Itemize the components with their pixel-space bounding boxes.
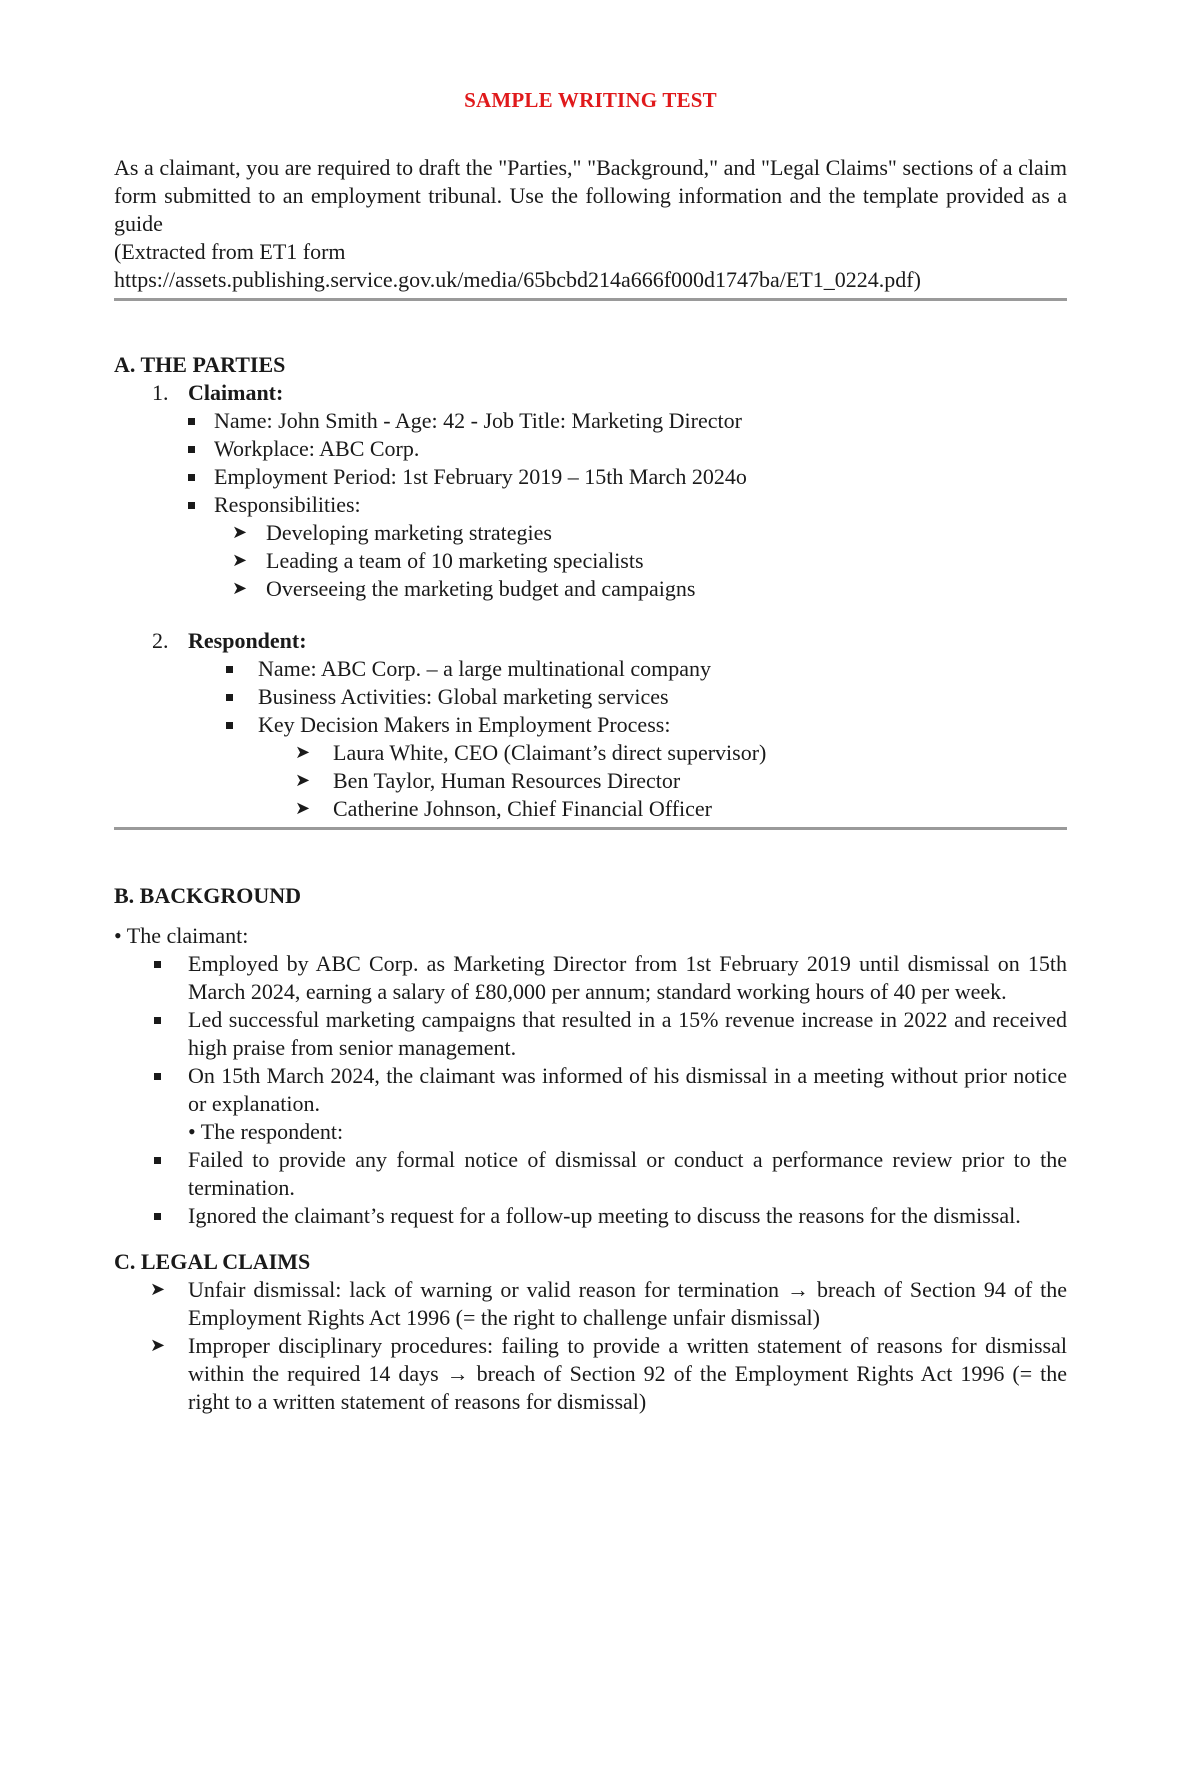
square-bullet-icon	[154, 961, 161, 968]
page-title: SAMPLE WRITING TEST	[464, 88, 717, 112]
respondent-number: 2.	[152, 628, 169, 653]
list-item: Failed to provide any formal notice of dismissal or conduct a performance review prior to the termination.	[114, 1146, 1067, 1202]
legal-claims-list	[114, 1276, 1067, 1416]
respondent-label: Respondent:	[188, 628, 307, 653]
square-bullet-icon	[226, 694, 233, 701]
list-item: ➤ Ben Taylor, Human Resources Director	[295, 768, 681, 793]
arrowhead-bullet-icon: ➤	[232, 578, 248, 599]
square-bullet-icon	[154, 1017, 161, 1024]
arrowhead-bullet-icon: ➤	[150, 1279, 166, 1300]
arrowhead-bullet-icon: ➤	[295, 770, 311, 791]
intro-block	[114, 154, 1067, 294]
arrowhead-bullet-icon: ➤	[295, 798, 311, 819]
square-bullet-icon	[154, 1073, 161, 1080]
arrowhead-bullet-icon: ➤	[232, 550, 248, 571]
list-item: Led successful marketing campaigns that resulted in a 15% revenue increase in 2022 and received high praise from senior management.	[114, 1006, 1067, 1062]
section-b-heading: B. BACKGROUND	[114, 883, 302, 908]
arrowhead-bullet-icon: ➤	[295, 742, 311, 763]
square-bullet-icon	[226, 666, 233, 673]
square-bullet-icon	[188, 474, 195, 481]
list-item: ➤ Improper disciplinary procedures: failing to provide a written statement of reasons for dismissal within the required 14 days → breach of Section 92 of the Employment Rights Act 1996 (= the right to a written statement of reasons for dismissal)	[150, 1333, 1067, 1414]
square-bullet-icon	[188, 502, 195, 509]
list-item: Business Activities: Global marketing services	[114, 683, 1067, 711]
responsibilities-list	[188, 519, 1067, 603]
section-c-heading: C. LEGAL CLAIMS	[114, 1249, 311, 1274]
background-list	[114, 950, 1067, 1230]
respondent-details	[188, 655, 1067, 739]
parties-list	[114, 379, 1067, 823]
list-item: ➤ Unfair dismissal: lack of warning or valid reason for termination → breach of Section 94 of the Employment Rights Act 1996 (= the right to challenge unfair dismissal)	[150, 1277, 1067, 1330]
list-item: Name: ABC Corp. – a large multinational company	[114, 655, 1067, 683]
list-item: Workplace: ABC Corp.	[114, 435, 1067, 463]
square-bullet-icon	[226, 722, 233, 729]
source-label: (Extracted from ET1 form	[114, 239, 346, 264]
respondent-entry	[114, 627, 1067, 823]
section-divider	[114, 298, 1067, 301]
section-a-heading: A. THE PARTIES	[114, 352, 286, 377]
respondent-intro: • The respondent:	[188, 1119, 344, 1144]
arrowhead-bullet-icon: ➤	[232, 522, 248, 543]
document-page	[0, 86, 1200, 1782]
claimant-entry	[114, 379, 1067, 603]
list-item: ➤ Overseeing the marketing budget and campaigns	[232, 576, 696, 601]
list-item: Employed by ABC Corp. as Marketing Director from 1st February 2019 until dismissal on 15th March 2024, earning a salary of £80,000 per annum; standard working hours of 40 per week.	[114, 950, 1067, 1006]
square-bullet-icon	[188, 446, 195, 453]
claimant-label: Claimant:	[188, 380, 284, 405]
section-divider	[114, 827, 1067, 830]
square-bullet-icon	[188, 418, 195, 425]
list-item: Ignored the claimant’s request for a follow-up meeting to discuss the reasons for the dismissal.	[114, 1202, 1067, 1230]
list-item: ➤ Laura White, CEO (Claimant’s direct supervisor)	[295, 740, 767, 765]
claimant-details	[188, 407, 1067, 519]
list-item: ➤ Developing marketing strategies	[232, 520, 552, 545]
intro-paragraph: As a claimant, you are required to draft the "Parties," "Background," and "Legal Claims" sections of a claim form submitted to an employment tribunal. Use the following information and the template provided as a guide	[114, 155, 1067, 236]
list-item: On 15th March 2024, the claimant was informed of his dismissal in a meeting without prior notice or explanation.	[114, 1062, 1067, 1118]
list-item: Name: John Smith - Age: 42 - Job Title: Marketing Director	[114, 407, 1067, 435]
claimant-number: 1.	[152, 380, 169, 405]
list-item: Responsibilities:	[114, 491, 1067, 519]
claimant-intro: • The claimant:	[114, 923, 249, 948]
arrowhead-bullet-icon: ➤	[150, 1335, 166, 1356]
source-url: https://assets.publishing.service.gov.uk/media/65bcbd214a666f000d1747ba/ET1_0224.pdf)	[114, 267, 921, 292]
list-item: Key Decision Makers in Employment Process:	[114, 711, 1067, 739]
square-bullet-icon	[154, 1157, 161, 1164]
list-item: Employment Period: 1st February 2019 – 15th March 2024o	[114, 463, 1067, 491]
square-bullet-icon	[154, 1213, 161, 1220]
decision-makers-list	[188, 739, 1067, 823]
list-item: ➤ Catherine Johnson, Chief Financial Officer	[295, 796, 712, 821]
list-item: ➤ Leading a team of 10 marketing specialists	[232, 548, 644, 573]
